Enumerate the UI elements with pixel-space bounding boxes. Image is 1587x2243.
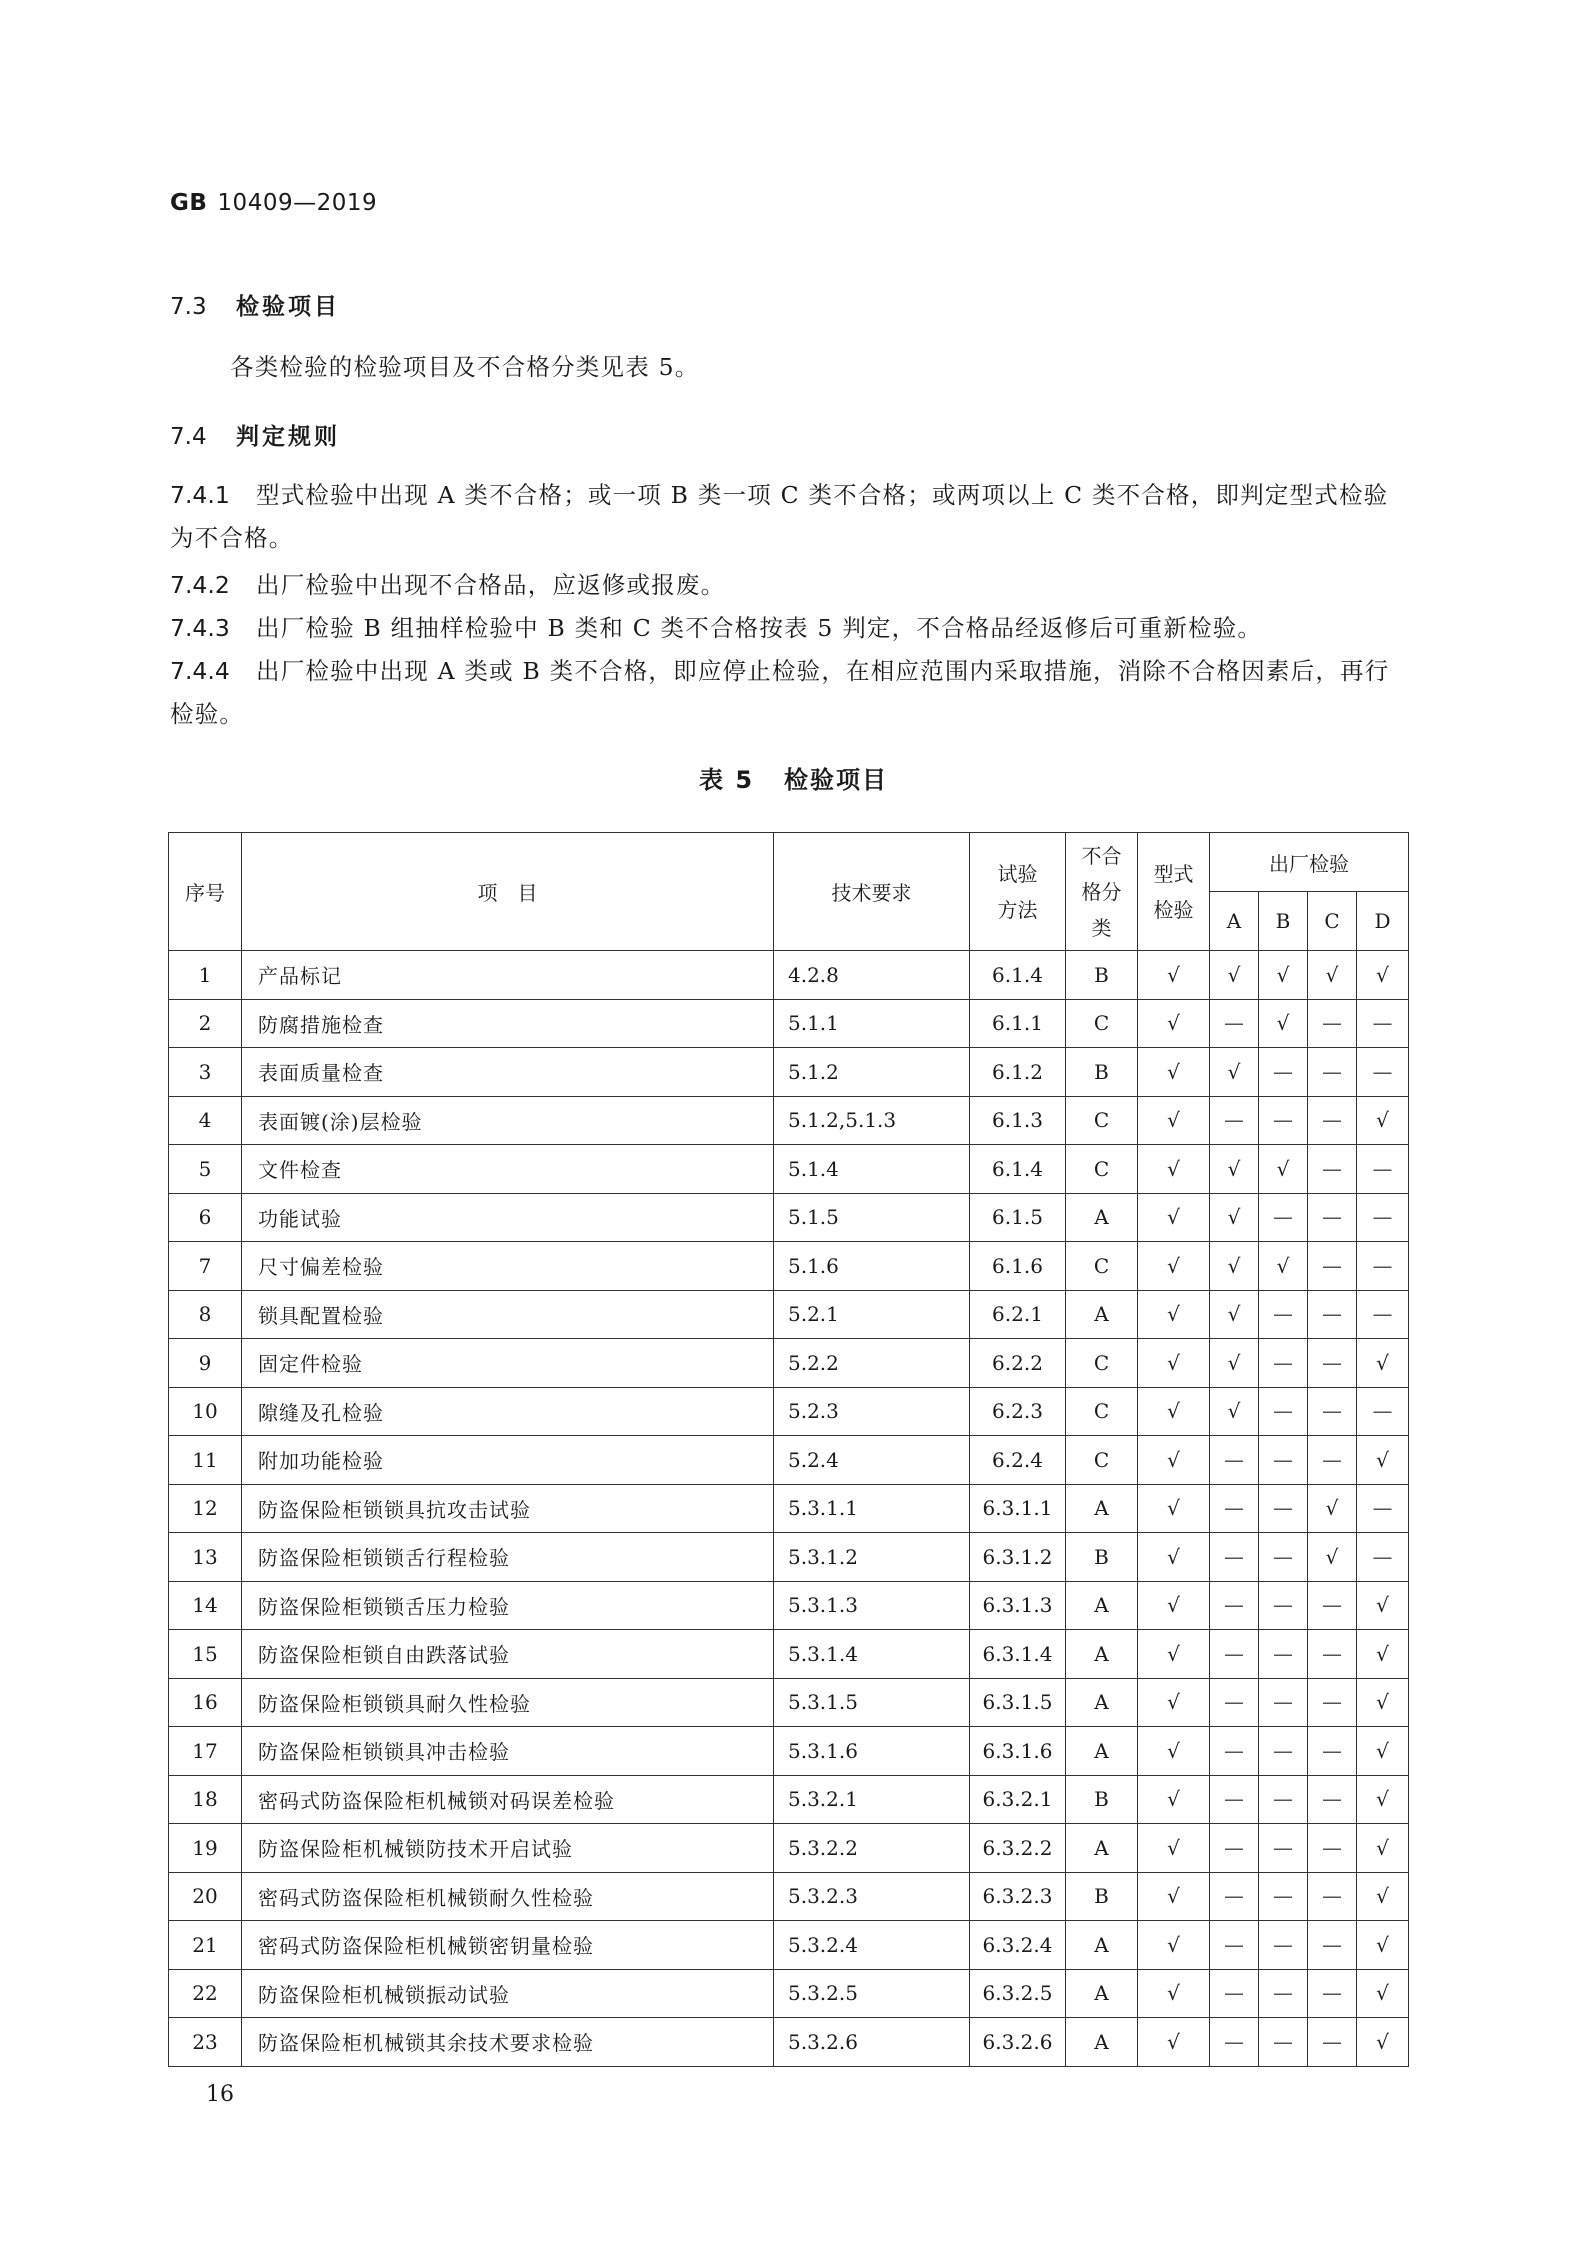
table-row bbox=[169, 1484, 1409, 1533]
cell-factory-a: √ bbox=[1210, 1290, 1259, 1339]
cell-factory-c: — bbox=[1308, 1921, 1357, 1970]
cell-requirement: 5.2.3 bbox=[774, 1387, 970, 1436]
cell-factory-a: — bbox=[1210, 1969, 1259, 2018]
cell-method: 6.1.6 bbox=[970, 1242, 1066, 1291]
cell-method: 6.3.2.1 bbox=[970, 1775, 1066, 1824]
cell-seq: 21 bbox=[169, 1921, 242, 1970]
cell-factory-c: — bbox=[1308, 1775, 1357, 1824]
table-row bbox=[169, 1096, 1409, 1145]
header-test-method-line1: 试验 bbox=[997, 861, 1038, 886]
cell-factory-a: — bbox=[1210, 1436, 1259, 1485]
standard-code: 10409—2019 bbox=[217, 190, 378, 216]
cell-class: A bbox=[1066, 1921, 1138, 1970]
table-row bbox=[169, 1872, 1409, 1921]
cell-factory-b: √ bbox=[1259, 1145, 1308, 1194]
cell-factory-c: — bbox=[1308, 1290, 1357, 1339]
cell-factory-b: — bbox=[1259, 1581, 1308, 1630]
cell-method: 6.2.1 bbox=[970, 1290, 1066, 1339]
cell-method: 6.3.1.3 bbox=[970, 1581, 1066, 1630]
cell-method: 6.3.2.4 bbox=[970, 1921, 1066, 1970]
cell-factory-b: — bbox=[1259, 1969, 1308, 2018]
header-test-method bbox=[970, 833, 1066, 951]
cell-type: √ bbox=[1138, 1921, 1210, 1970]
cell-factory-a: √ bbox=[1210, 1145, 1259, 1194]
cell-item: 附加功能检验 bbox=[242, 1436, 774, 1485]
cell-seq: 20 bbox=[169, 1872, 242, 1921]
cell-factory-b: √ bbox=[1259, 951, 1308, 1000]
cell-factory-c: — bbox=[1308, 1339, 1357, 1388]
cell-seq: 8 bbox=[169, 1290, 242, 1339]
section-7-3-body: 各类检验的检验项目及不合格分类见表 5。 bbox=[230, 353, 700, 381]
cell-factory-a: — bbox=[1210, 1824, 1259, 1873]
cell-item: 文件检查 bbox=[242, 1145, 774, 1194]
cell-method: 6.1.5 bbox=[970, 1193, 1066, 1242]
cell-factory-d: √ bbox=[1357, 1678, 1409, 1727]
cell-factory-d: — bbox=[1357, 1533, 1409, 1582]
header-requirement: 技术要求 bbox=[774, 833, 970, 951]
table-row bbox=[169, 1775, 1409, 1824]
cell-class: B bbox=[1066, 1872, 1138, 1921]
cell-requirement: 5.3.2.6 bbox=[774, 2018, 970, 2067]
cell-factory-d: √ bbox=[1357, 1436, 1409, 1485]
cell-requirement: 5.1.4 bbox=[774, 1145, 970, 1194]
cell-type: √ bbox=[1138, 1048, 1210, 1097]
standard-number bbox=[170, 190, 377, 216]
cell-method: 6.3.1.2 bbox=[970, 1533, 1066, 1582]
cell-factory-b: — bbox=[1259, 1824, 1308, 1873]
header-type-line1: 型式 bbox=[1153, 861, 1194, 886]
cell-type: √ bbox=[1138, 1387, 1210, 1436]
header-seq: 序号 bbox=[169, 833, 242, 951]
section-7-3-heading bbox=[170, 288, 340, 321]
cell-factory-c: — bbox=[1308, 1872, 1357, 1921]
cell-item: 防盗保险柜锁锁舌行程检验 bbox=[242, 1533, 774, 1582]
table-caption bbox=[0, 760, 1587, 795]
cell-type: √ bbox=[1138, 1872, 1210, 1921]
cell-factory-d: √ bbox=[1357, 1096, 1409, 1145]
cell-factory-d: √ bbox=[1357, 1824, 1409, 1873]
cell-factory-b: — bbox=[1259, 1048, 1308, 1097]
cell-item: 固定件检验 bbox=[242, 1339, 774, 1388]
cell-method: 6.3.2.6 bbox=[970, 2018, 1066, 2067]
cell-requirement: 5.3.1.2 bbox=[774, 1533, 970, 1582]
clause-text: 出厂检验中出现不合格品，应返修或报废。 bbox=[256, 571, 726, 599]
cell-factory-a: — bbox=[1210, 1533, 1259, 1582]
cell-factory-b: — bbox=[1259, 1727, 1308, 1776]
cell-type: √ bbox=[1138, 1145, 1210, 1194]
clause-number: 7.4.2 bbox=[170, 571, 230, 599]
cell-method: 6.2.3 bbox=[970, 1387, 1066, 1436]
table-row bbox=[169, 1824, 1409, 1873]
cell-factory-b: — bbox=[1259, 1630, 1308, 1679]
cell-class: A bbox=[1066, 1969, 1138, 2018]
cell-requirement: 5.2.1 bbox=[774, 1290, 970, 1339]
cell-item: 防盗保险柜机械锁振动试验 bbox=[242, 1969, 774, 2018]
header-nonconformity-class bbox=[1066, 833, 1138, 951]
cell-factory-b: — bbox=[1259, 1339, 1308, 1388]
header-factory-inspection: 出厂检验 bbox=[1210, 833, 1409, 892]
header-class-line2: 格分 bbox=[1081, 879, 1122, 904]
table-row bbox=[169, 1727, 1409, 1776]
cell-method: 6.3.1.5 bbox=[970, 1678, 1066, 1727]
cell-class: B bbox=[1066, 1775, 1138, 1824]
cell-seq: 19 bbox=[169, 1824, 242, 1873]
cell-seq: 4 bbox=[169, 1096, 242, 1145]
table-row bbox=[169, 1387, 1409, 1436]
cell-type: √ bbox=[1138, 1630, 1210, 1679]
cell-factory-d: √ bbox=[1357, 1727, 1409, 1776]
cell-type: √ bbox=[1138, 1484, 1210, 1533]
cell-requirement: 5.3.2.5 bbox=[774, 1969, 970, 2018]
cell-factory-a: — bbox=[1210, 1678, 1259, 1727]
table-row bbox=[169, 1921, 1409, 1970]
cell-item: 防盗保险柜机械锁其余技术要求检验 bbox=[242, 2018, 774, 2067]
cell-class: A bbox=[1066, 1290, 1138, 1339]
cell-type: √ bbox=[1138, 1969, 1210, 2018]
cell-seq: 10 bbox=[169, 1387, 242, 1436]
clause-7-4-3 bbox=[170, 607, 1410, 650]
cell-type: √ bbox=[1138, 1727, 1210, 1776]
cell-seq: 15 bbox=[169, 1630, 242, 1679]
cell-factory-d: √ bbox=[1357, 1630, 1409, 1679]
table-row bbox=[169, 999, 1409, 1048]
cell-item: 防盗保险柜锁自由跌落试验 bbox=[242, 1630, 774, 1679]
clause-text: 出厂检验 B 组抽样检验中 B 类和 C 类不合格按表 5 判定，不合格品经返修后可重新检验。 bbox=[256, 614, 1263, 642]
clause-text: 型式检验中出现 A 类不合格；或一项 B 类一项 C 类不合格；或两项以上 C 类不合格，即判定型式检验为不合格。 bbox=[170, 481, 1389, 552]
cell-factory-a: — bbox=[1210, 1581, 1259, 1630]
header-class-line1: 不合 bbox=[1081, 843, 1122, 868]
cell-class: C bbox=[1066, 1145, 1138, 1194]
cell-factory-c: — bbox=[1308, 2018, 1357, 2067]
cell-factory-d: — bbox=[1357, 1048, 1409, 1097]
table-number: 表 5 bbox=[698, 766, 755, 794]
standard-prefix: GB bbox=[170, 190, 208, 216]
cell-requirement: 5.2.2 bbox=[774, 1339, 970, 1388]
cell-factory-c: — bbox=[1308, 1096, 1357, 1145]
cell-factory-d: √ bbox=[1357, 1921, 1409, 1970]
cell-class: A bbox=[1066, 1630, 1138, 1679]
cell-seq: 11 bbox=[169, 1436, 242, 1485]
cell-class: A bbox=[1066, 1824, 1138, 1873]
cell-requirement: 5.1.2,5.1.3 bbox=[774, 1096, 970, 1145]
cell-class: C bbox=[1066, 1387, 1138, 1436]
cell-method: 6.3.1.6 bbox=[970, 1727, 1066, 1776]
table-row bbox=[169, 1193, 1409, 1242]
cell-method: 6.2.2 bbox=[970, 1339, 1066, 1388]
cell-seq: 13 bbox=[169, 1533, 242, 1582]
cell-factory-c: — bbox=[1308, 1824, 1357, 1873]
cell-requirement: 5.1.5 bbox=[774, 1193, 970, 1242]
header-class-line3: 类 bbox=[1091, 915, 1112, 940]
section-title: 检验项目 bbox=[236, 294, 340, 320]
cell-type: √ bbox=[1138, 1242, 1210, 1291]
cell-class: C bbox=[1066, 1242, 1138, 1291]
cell-factory-c: — bbox=[1308, 1387, 1357, 1436]
clause-number: 7.4.4 bbox=[170, 657, 230, 685]
cell-factory-a: — bbox=[1210, 2018, 1259, 2067]
clause-7-4-4 bbox=[170, 650, 1410, 736]
cell-factory-a: √ bbox=[1210, 1387, 1259, 1436]
section-number: 7.4 bbox=[170, 424, 207, 450]
cell-type: √ bbox=[1138, 1533, 1210, 1582]
cell-factory-a: — bbox=[1210, 1921, 1259, 1970]
cell-seq: 23 bbox=[169, 2018, 242, 2067]
cell-seq: 7 bbox=[169, 1242, 242, 1291]
cell-factory-c: — bbox=[1308, 1581, 1357, 1630]
cell-seq: 1 bbox=[169, 951, 242, 1000]
cell-factory-b: — bbox=[1259, 1290, 1308, 1339]
cell-requirement: 5.3.2.4 bbox=[774, 1921, 970, 1970]
table-title: 检验项目 bbox=[784, 766, 889, 794]
cell-type: √ bbox=[1138, 1678, 1210, 1727]
cell-factory-d: √ bbox=[1357, 951, 1409, 1000]
cell-seq: 5 bbox=[169, 1145, 242, 1194]
cell-seq: 16 bbox=[169, 1678, 242, 1727]
table-row bbox=[169, 1339, 1409, 1388]
cell-item: 密码式防盗保险柜机械锁耐久性检验 bbox=[242, 1872, 774, 1921]
cell-item: 隙缝及孔检验 bbox=[242, 1387, 774, 1436]
cell-factory-b: √ bbox=[1259, 1242, 1308, 1291]
page-number: 16 bbox=[206, 2082, 234, 2107]
cell-requirement: 5.3.1.3 bbox=[774, 1581, 970, 1630]
table-row bbox=[169, 1145, 1409, 1194]
cell-requirement: 4.2.8 bbox=[774, 951, 970, 1000]
cell-factory-a: √ bbox=[1210, 1339, 1259, 1388]
cell-factory-a: — bbox=[1210, 1727, 1259, 1776]
cell-requirement: 5.3.2.3 bbox=[774, 1872, 970, 1921]
table-row bbox=[169, 1969, 1409, 2018]
cell-item: 锁具配置检验 bbox=[242, 1290, 774, 1339]
cell-method: 6.3.1.1 bbox=[970, 1484, 1066, 1533]
cell-class: B bbox=[1066, 951, 1138, 1000]
table-row bbox=[169, 2018, 1409, 2067]
cell-requirement: 5.1.2 bbox=[774, 1048, 970, 1097]
cell-factory-d: — bbox=[1357, 1242, 1409, 1291]
cell-factory-b: — bbox=[1259, 1921, 1308, 1970]
header-group-d: D bbox=[1357, 892, 1409, 951]
cell-factory-a: √ bbox=[1210, 1242, 1259, 1291]
clause-7-4-1 bbox=[170, 474, 1410, 560]
cell-seq: 17 bbox=[169, 1727, 242, 1776]
cell-seq: 9 bbox=[169, 1339, 242, 1388]
cell-requirement: 5.3.2.1 bbox=[774, 1775, 970, 1824]
cell-type: √ bbox=[1138, 1436, 1210, 1485]
cell-class: A bbox=[1066, 1678, 1138, 1727]
cell-type: √ bbox=[1138, 2018, 1210, 2067]
cell-requirement: 5.3.1.6 bbox=[774, 1727, 970, 1776]
clause-number: 7.4.3 bbox=[170, 614, 230, 642]
header-item: 项 目 bbox=[242, 833, 774, 951]
cell-factory-c: — bbox=[1308, 1145, 1357, 1194]
inspection-items-table bbox=[168, 832, 1409, 2067]
cell-item: 表面镀(涂)层检验 bbox=[242, 1096, 774, 1145]
cell-factory-c: — bbox=[1308, 1436, 1357, 1485]
cell-type: √ bbox=[1138, 999, 1210, 1048]
cell-factory-a: √ bbox=[1210, 951, 1259, 1000]
cell-seq: 3 bbox=[169, 1048, 242, 1097]
cell-item: 防盗保险柜锁锁具耐久性检验 bbox=[242, 1678, 774, 1727]
cell-factory-c: — bbox=[1308, 1969, 1357, 2018]
clause-text: 出厂检验中出现 A 类或 B 类不合格，即应停止检验，在相应范围内采取措施，消除不合格因素后，再行检验。 bbox=[170, 657, 1390, 728]
section-7-4-heading bbox=[170, 418, 340, 451]
cell-factory-d: — bbox=[1357, 1290, 1409, 1339]
cell-factory-b: — bbox=[1259, 2018, 1308, 2067]
cell-method: 6.1.1 bbox=[970, 999, 1066, 1048]
cell-method: 6.3.1.4 bbox=[970, 1630, 1066, 1679]
cell-requirement: 5.3.2.2 bbox=[774, 1824, 970, 1873]
table-row bbox=[169, 1048, 1409, 1097]
cell-item: 密码式防盗保险柜机械锁对码误差检验 bbox=[242, 1775, 774, 1824]
cell-seq: 2 bbox=[169, 999, 242, 1048]
cell-class: A bbox=[1066, 1193, 1138, 1242]
header-group-b: B bbox=[1259, 892, 1308, 951]
cell-factory-a: — bbox=[1210, 1872, 1259, 1921]
cell-requirement: 5.2.4 bbox=[774, 1436, 970, 1485]
cell-factory-d: — bbox=[1357, 1193, 1409, 1242]
cell-factory-d: √ bbox=[1357, 1969, 1409, 2018]
cell-factory-c: — bbox=[1308, 1193, 1357, 1242]
cell-type: √ bbox=[1138, 1581, 1210, 1630]
cell-class: C bbox=[1066, 1436, 1138, 1485]
cell-method: 6.1.3 bbox=[970, 1096, 1066, 1145]
cell-factory-d: √ bbox=[1357, 1775, 1409, 1824]
cell-method: 6.1.4 bbox=[970, 951, 1066, 1000]
cell-factory-a: — bbox=[1210, 1484, 1259, 1533]
header-group-a: A bbox=[1210, 892, 1259, 951]
cell-factory-b: — bbox=[1259, 1775, 1308, 1824]
cell-class: B bbox=[1066, 1048, 1138, 1097]
cell-factory-d: — bbox=[1357, 1145, 1409, 1194]
header-type-line2: 检验 bbox=[1153, 897, 1194, 922]
cell-class: C bbox=[1066, 1339, 1138, 1388]
cell-factory-b: — bbox=[1259, 1484, 1308, 1533]
cell-type: √ bbox=[1138, 1193, 1210, 1242]
cell-factory-a: — bbox=[1210, 999, 1259, 1048]
header-type-inspection bbox=[1138, 833, 1210, 951]
cell-factory-b: √ bbox=[1259, 999, 1308, 1048]
clause-7-4-2 bbox=[170, 564, 1410, 607]
cell-factory-c: — bbox=[1308, 1630, 1357, 1679]
header-test-method-line2: 方法 bbox=[997, 897, 1038, 922]
table-row bbox=[169, 1678, 1409, 1727]
cell-type: √ bbox=[1138, 1096, 1210, 1145]
cell-requirement: 5.1.6 bbox=[774, 1242, 970, 1291]
cell-item: 尺寸偏差检验 bbox=[242, 1242, 774, 1291]
section-title: 判定规则 bbox=[236, 424, 340, 450]
cell-item: 防腐措施检查 bbox=[242, 999, 774, 1048]
cell-type: √ bbox=[1138, 1775, 1210, 1824]
cell-class: C bbox=[1066, 1096, 1138, 1145]
table-row bbox=[169, 1630, 1409, 1679]
cell-factory-b: — bbox=[1259, 1436, 1308, 1485]
cell-factory-a: — bbox=[1210, 1096, 1259, 1145]
cell-requirement: 5.1.1 bbox=[774, 999, 970, 1048]
table-row bbox=[169, 1290, 1409, 1339]
cell-factory-a: √ bbox=[1210, 1193, 1259, 1242]
cell-requirement: 5.3.1.5 bbox=[774, 1678, 970, 1727]
cell-factory-c: √ bbox=[1308, 1484, 1357, 1533]
cell-factory-c: √ bbox=[1308, 1533, 1357, 1582]
cell-method: 6.1.2 bbox=[970, 1048, 1066, 1097]
cell-type: √ bbox=[1138, 1824, 1210, 1873]
table-row bbox=[169, 1533, 1409, 1582]
cell-item: 产品标记 bbox=[242, 951, 774, 1000]
table-body bbox=[169, 951, 1409, 2067]
cell-seq: 6 bbox=[169, 1193, 242, 1242]
cell-factory-b: — bbox=[1259, 1678, 1308, 1727]
cell-method: 6.3.2.5 bbox=[970, 1969, 1066, 2018]
clause-number: 7.4.1 bbox=[170, 481, 230, 509]
table-row bbox=[169, 1436, 1409, 1485]
cell-factory-d: — bbox=[1357, 1387, 1409, 1436]
cell-item: 防盗保险柜锁锁具冲击检验 bbox=[242, 1727, 774, 1776]
cell-factory-a: — bbox=[1210, 1775, 1259, 1824]
cell-type: √ bbox=[1138, 1339, 1210, 1388]
cell-type: √ bbox=[1138, 1290, 1210, 1339]
cell-method: 6.1.4 bbox=[970, 1145, 1066, 1194]
cell-class: A bbox=[1066, 1484, 1138, 1533]
cell-factory-b: — bbox=[1259, 1533, 1308, 1582]
table-row bbox=[169, 1242, 1409, 1291]
cell-class: A bbox=[1066, 1727, 1138, 1776]
cell-type: √ bbox=[1138, 951, 1210, 1000]
cell-item: 功能试验 bbox=[242, 1193, 774, 1242]
cell-factory-d: √ bbox=[1357, 2018, 1409, 2067]
cell-requirement: 5.3.1.1 bbox=[774, 1484, 970, 1533]
cell-seq: 14 bbox=[169, 1581, 242, 1630]
cell-class: A bbox=[1066, 1581, 1138, 1630]
cell-factory-d: √ bbox=[1357, 1872, 1409, 1921]
cell-seq: 22 bbox=[169, 1969, 242, 2018]
cell-factory-c: √ bbox=[1308, 951, 1357, 1000]
cell-factory-b: — bbox=[1259, 1096, 1308, 1145]
cell-factory-a: √ bbox=[1210, 1048, 1259, 1097]
cell-factory-c: — bbox=[1308, 1727, 1357, 1776]
cell-factory-c: — bbox=[1308, 1048, 1357, 1097]
cell-factory-b: — bbox=[1259, 1387, 1308, 1436]
cell-class: B bbox=[1066, 1533, 1138, 1582]
cell-factory-c: — bbox=[1308, 1242, 1357, 1291]
cell-factory-d: √ bbox=[1357, 1339, 1409, 1388]
table-row bbox=[169, 1581, 1409, 1630]
cell-factory-c: — bbox=[1308, 999, 1357, 1048]
header-group-c: C bbox=[1308, 892, 1357, 951]
cell-class: C bbox=[1066, 999, 1138, 1048]
cell-factory-d: √ bbox=[1357, 1581, 1409, 1630]
cell-item: 防盗保险柜锁锁舌压力检验 bbox=[242, 1581, 774, 1630]
cell-method: 6.3.2.3 bbox=[970, 1872, 1066, 1921]
table-row bbox=[169, 951, 1409, 1000]
cell-requirement: 5.3.1.4 bbox=[774, 1630, 970, 1679]
cell-item: 密码式防盗保险柜机械锁密钥量检验 bbox=[242, 1921, 774, 1970]
cell-class: A bbox=[1066, 2018, 1138, 2067]
section-number: 7.3 bbox=[170, 294, 207, 320]
cell-factory-d: — bbox=[1357, 999, 1409, 1048]
cell-method: 6.3.2.2 bbox=[970, 1824, 1066, 1873]
cell-factory-b: — bbox=[1259, 1872, 1308, 1921]
cell-factory-c: — bbox=[1308, 1678, 1357, 1727]
cell-factory-d: — bbox=[1357, 1484, 1409, 1533]
cell-item: 表面质量检查 bbox=[242, 1048, 774, 1097]
cell-factory-b: — bbox=[1259, 1193, 1308, 1242]
cell-method: 6.2.4 bbox=[970, 1436, 1066, 1485]
cell-item: 防盗保险柜机械锁防技术开启试验 bbox=[242, 1824, 774, 1873]
cell-factory-a: — bbox=[1210, 1630, 1259, 1679]
cell-seq: 18 bbox=[169, 1775, 242, 1824]
cell-seq: 12 bbox=[169, 1484, 242, 1533]
cell-item: 防盗保险柜锁锁具抗攻击试验 bbox=[242, 1484, 774, 1533]
